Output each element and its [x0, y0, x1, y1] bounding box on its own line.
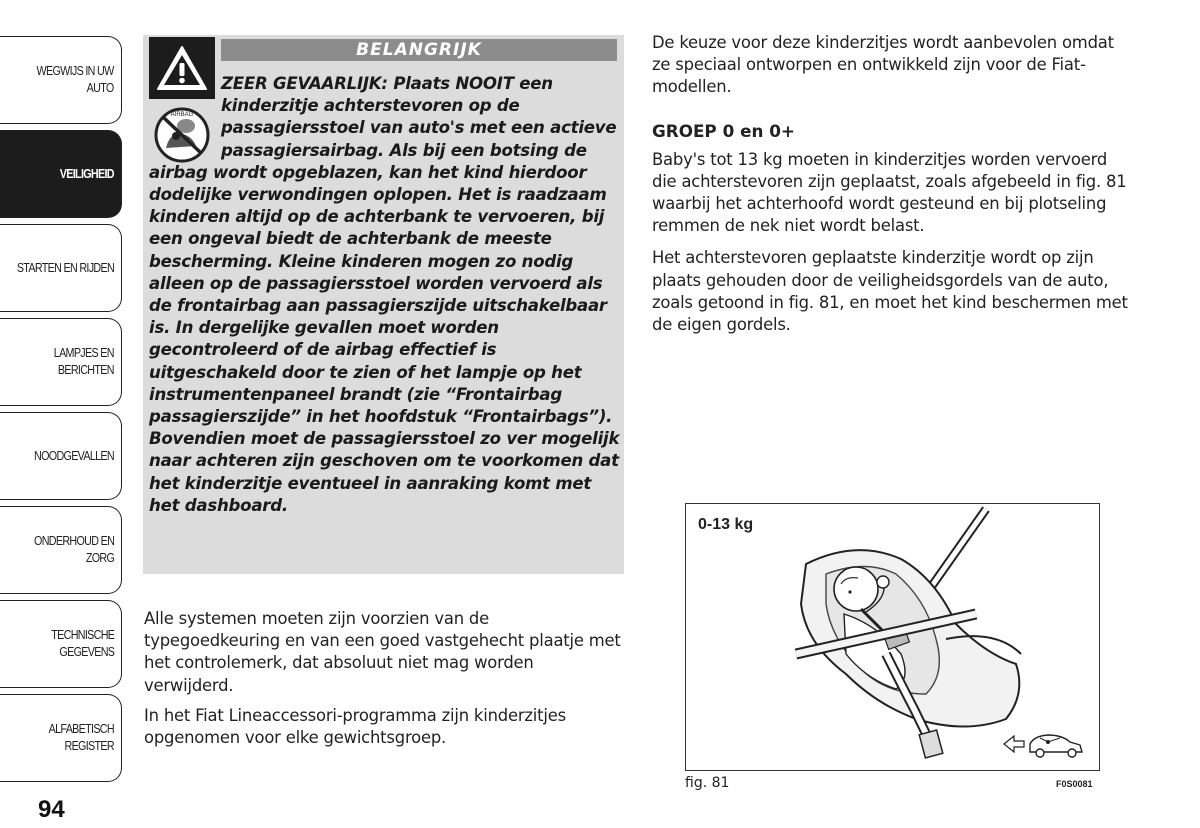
child-seat-illustration [686, 504, 1098, 769]
tab-label: ALFABETISCH REGISTER [48, 722, 114, 753]
warning-header: BELANGRIJK [221, 39, 617, 61]
tab-label: STARTEN EN RIJDEN [16, 260, 114, 275]
paragraph: In het Fiat Lineaccessori-programma zijn kinderzitjes opgenomen voor elke gewichtsgroep. [144, 705, 566, 748]
left-column-text [144, 608, 624, 757]
tab-label: LAMPJES EN BERICHTEN [53, 346, 114, 377]
tab-label: NOODGEVALLEN [34, 448, 114, 463]
tab-veiligheid[interactable] [0, 130, 122, 218]
tab-label: TECHNISCHE GEGEVENS [50, 628, 114, 659]
tab-label: ONDERHOUD EN ZORG [33, 534, 114, 565]
figure-81 [685, 503, 1100, 771]
car-direction-icon [1004, 735, 1082, 757]
warning-text-content: ZEER GEVAARLIJK: Plaats NOOIT een kinderzitje achterstevoren op de passagiersstoel van auto's met een actieve passagiersairbag. Als bij een botsing de airbag wordt opgeblazen, kan het kind hierdoor dodelijke verwondingen oplopen. Het is raadzaam kinderen altijd op de achterbank te vervoeren, bij een ongeval biedt de achterbank de meeste bescherming. Kleine kinderen mogen zo nodig alleen op de passagiersstoel worden vervoerd als de frontairbag aan passagierszijde uitschakelbaar is. In dergelijke gevallen moet worden gecontroleerd of de airbag effectief is uitgeschakeld door te zien of het lampje op het instrumentenpaneel brandt (zie “Frontairbag passagierszijde” in het hoofdstuk “Frontairbags”). Bovendien moet de passagiersstoel zo ver mogelijk naar achteren zijn geschoven om te voorkomen dat het kinderzitje eventueel in aanraking komt met het dashboard. [149, 74, 620, 515]
tab-label: VEILIGHEID [59, 166, 114, 181]
section-heading: GROEP 0 en 0+ [652, 120, 795, 141]
warning-text [149, 73, 621, 517]
tab-noodgevallen[interactable] [0, 412, 122, 500]
tab-wegwijs-in-uw-auto[interactable] [0, 36, 122, 124]
figure-code: F0S0081 [1056, 779, 1093, 789]
paragraph: Alle systemen moeten zijn voorzien van de typegoedkeuring en van een goed vastgehecht plaatje met het controlemerk, dat absoluut niet mag worden verwijderd. [144, 609, 621, 695]
tab-lampjes-en-berichten[interactable] [0, 318, 122, 406]
airbag-icon-text: AIRBAG [170, 112, 194, 118]
tab-technische-gegevens[interactable] [0, 600, 122, 688]
page-number: 94 [38, 796, 65, 823]
tab-alfabetisch-register[interactable] [0, 694, 122, 782]
right-column-text [652, 32, 1132, 346]
tab-starten-en-rijden[interactable] [0, 224, 122, 312]
warning-box [143, 35, 624, 574]
tab-label: WEGWIJS IN UW AUTO [36, 64, 114, 95]
paragraph: Baby's tot 13 kg moeten in kinderzitjes worden vervoerd die achterstevoren zijn geplaatst, zoals afgebeeld in fig. 81 waarbij het achterhoofd wordt gesteund en bij plotseling remmen de nek niet wordt belast. [652, 149, 1127, 236]
figure-caption: fig. 81 [685, 775, 730, 791]
figure-weight-label: 0-13 kg [698, 516, 754, 533]
tab-onderhoud-en-zorg[interactable] [0, 506, 122, 594]
chapter-index [0, 36, 128, 796]
paragraph: Het achterstevoren geplaatste kinderzitje wordt op zijn plaats gehouden door de veiligheidsgordels van de auto, zoals getoond in fig. 81, en moet het kind beschermen met de eigen gordels. [652, 248, 1128, 335]
intro-paragraph: De keuze voor deze kinderzitjes wordt aanbevolen omdat ze speciaal ontworpen en ontwikkeld zijn voor de Fiat-modellen. [652, 33, 1114, 97]
